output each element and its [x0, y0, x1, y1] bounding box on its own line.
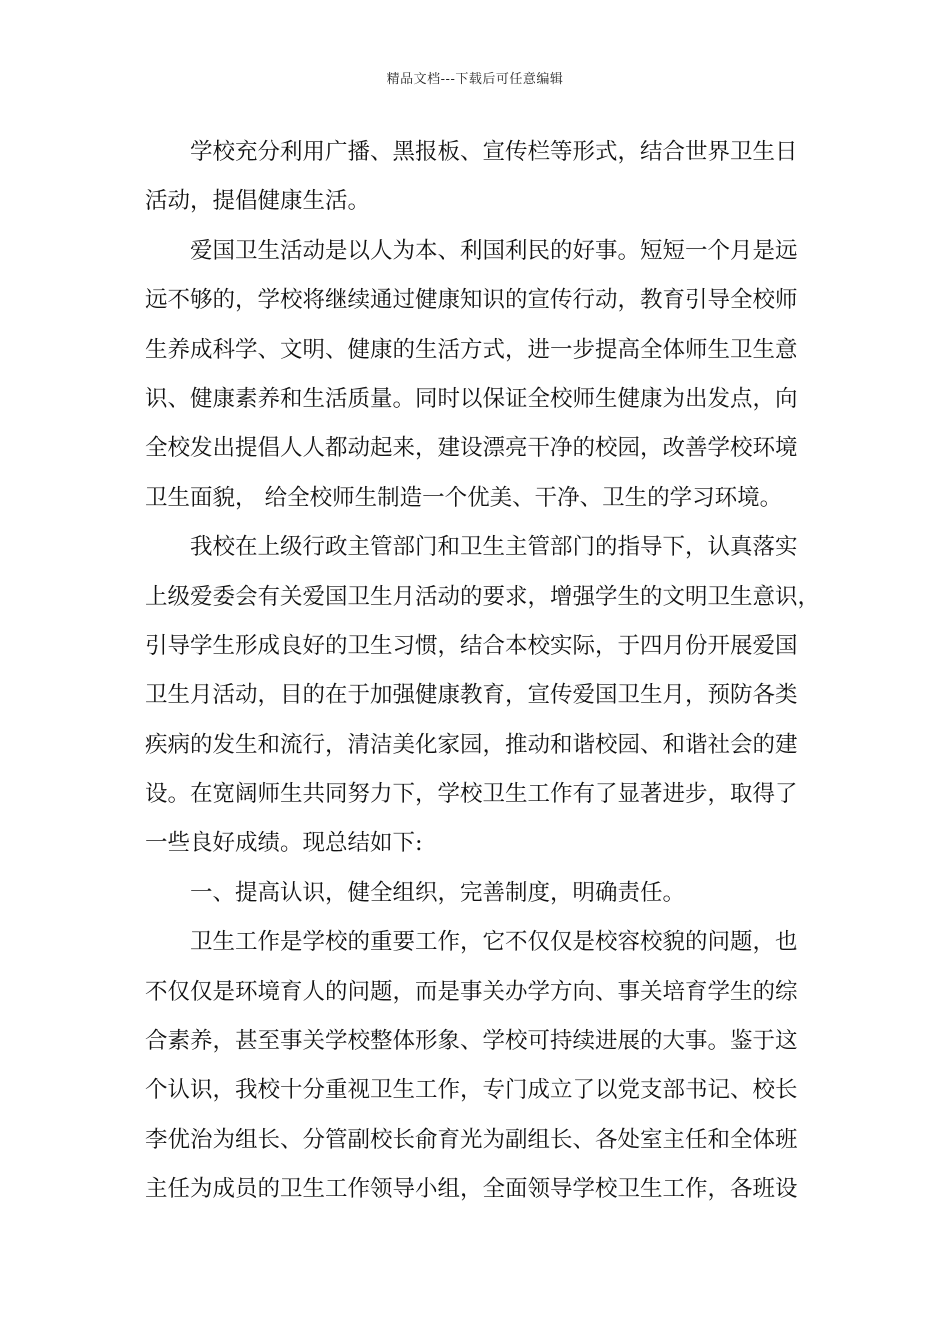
paragraph	[145, 128, 825, 227]
text-line: 活动，提倡健康生活。	[145, 188, 371, 215]
text-line: 合素养，甚至事关学校整体形象、学校可持续进展的大事。鉴于这	[145, 1028, 798, 1055]
document-body	[145, 128, 825, 1215]
text-line: 主任为成员的卫生工作领导小组，全面领导学校卫生工作，各班设	[145, 1176, 798, 1203]
text-line: 李优治为组长、分管副校长俞育光为副组长、各处室主任和全体班	[145, 1126, 798, 1153]
text-line: 一、提高认识，健全组织，完善制度，明确责任。	[190, 879, 686, 906]
section-heading	[145, 869, 825, 918]
text-line: 不仅仅是环境育人的问题，而是事关办学方向、事关培育学生的综	[145, 978, 798, 1005]
text-line: 生养成科学、文明、健康的生活方式，进一步提高全体师生卫生意	[145, 336, 798, 363]
text-line: 识、健康素养和生活质量。同时以保证全校师生健康为出发点，向	[145, 385, 798, 412]
text-line: 卫生工作是学校的重要工作，它不仅仅是校容校貌的问题，也	[190, 929, 798, 956]
text-line: 个认识，我校十分重视卫生工作，专门成立了以党支部书记、校长	[145, 1077, 798, 1104]
text-line: 我校在上级行政主管部门和卫生主管部门的指导下，认真落实	[190, 534, 798, 561]
text-line: 一些良好成绩。现总结如下:	[145, 830, 423, 857]
paragraph	[145, 523, 825, 869]
text-line: 卫生面貌， 给全校师生制造一个优美、干净、卫生的学习环境。	[145, 484, 783, 511]
text-line: 学校充分利用广播、黑报板、宣传栏等形式，结合世界卫生日	[190, 139, 798, 165]
paragraph	[145, 918, 825, 1214]
text-line: 引导学生形成良好的卫生习惯，结合本校实际，于四月份开展爱国	[145, 632, 798, 659]
text-line: 全校发出提倡人人都动起来，建设漂亮干净的校园，改善学校环境	[145, 435, 798, 462]
text-line: 设。在宽阔师生共同努力下，学校卫生工作有了显著进步，取得了	[145, 781, 798, 808]
text-line: 疾病的发生和流行，清洁美化家园，推动和谐校园、和谐社会的建	[145, 731, 798, 758]
text-line: 卫生月活动，目的在于加强健康教育，宣传爱国卫生月，预防各类	[145, 682, 798, 709]
paragraph	[145, 227, 825, 523]
text-line: 上级爱委会有关爱国卫生月活动的要求，增强学生的文明卫生意识，	[145, 583, 821, 610]
text-line: 远不够的，学校将继续通过健康知识的宣传行动，教育引导全校师	[145, 287, 798, 314]
text-line: 爱国卫生活动是以人为本、利国利民的好事。短短一个月是远	[190, 237, 798, 264]
page-header: 精品文档---下载后可任意编辑	[386, 72, 564, 87]
